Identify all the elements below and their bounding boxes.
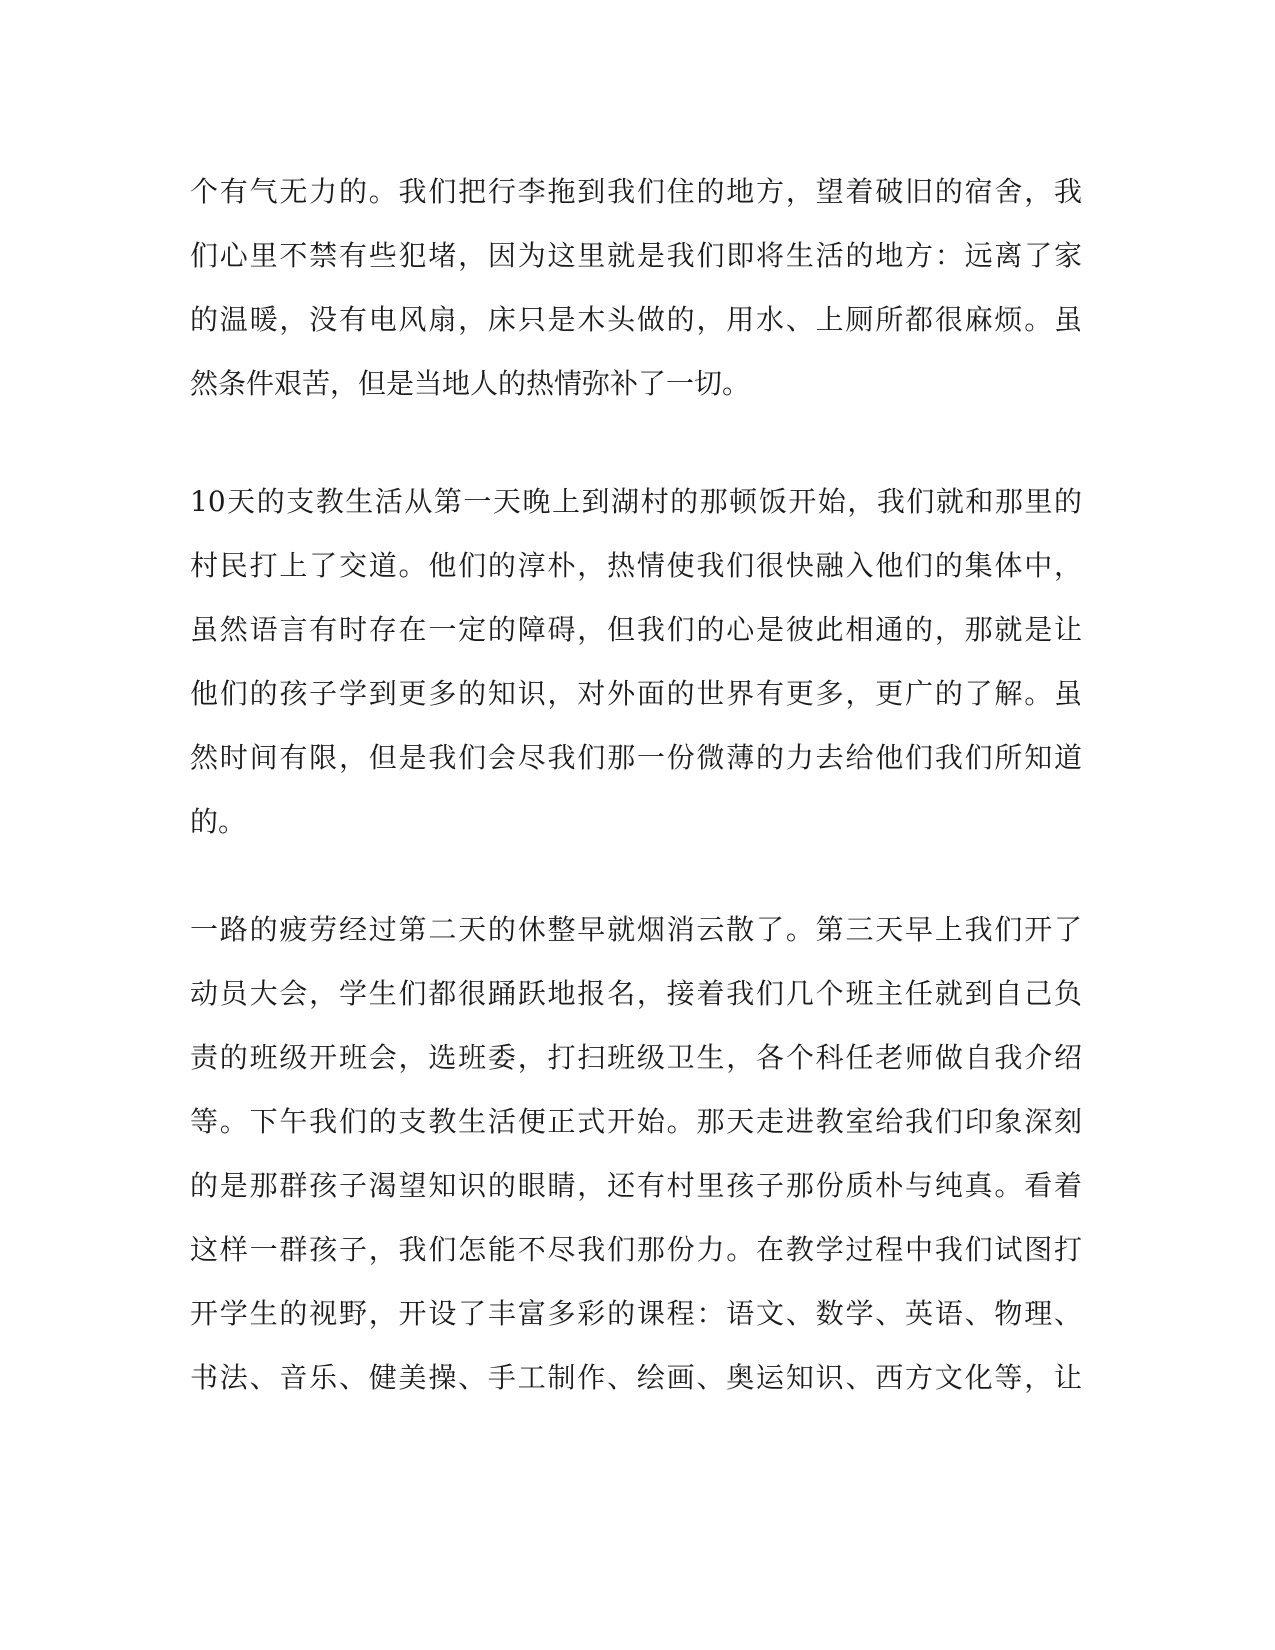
text-line: 责的班级开班会，选班委，打扫班级卫生，各个科任老师做自我介绍 — [190, 1041, 1082, 1074]
text-line: 们心里不禁有些犯堵，因为这里就是我们即将生活的地方：远离了家 — [190, 239, 1082, 272]
text-line: 的是那群孩子渴望知识的眼睛，还有村里孩子那份质朴与纯真。看着 — [190, 1169, 1082, 1202]
text-line: 的。 — [190, 805, 247, 838]
paragraph-1 — [190, 160, 1082, 416]
text-line: 他们的孩子学到更多的知识，对外面的世界有更多，更广的了解。虽 — [190, 677, 1082, 710]
text-line: 开学生的视野，开设了丰富多彩的课程：语文、数学、英语、物理、 — [190, 1297, 1082, 1330]
text-line: 书法、音乐、健美操、手工制作、绘画、奥运知识、西方文化等，让 — [190, 1361, 1082, 1394]
text-line: 然条件艰苦，但是当地人的热情弥补了一切。 — [190, 367, 751, 400]
text-line: 等。下午我们的支教生活便正式开始。那天走进教室给我们印象深刻 — [190, 1105, 1082, 1138]
paragraph-3 — [190, 898, 1082, 1410]
text-line: 一路的疲劳经过第二天的休整早就烟消云散了。第三天早上我们开了 — [190, 913, 1082, 946]
paragraph-2 — [190, 470, 1082, 854]
text-line: 动员大会，学生们都很踊跃地报名，接着我们几个班主任就到自己负 — [190, 977, 1082, 1010]
text-line: 这样一群孩子，我们怎能不尽我们那份力。在教学过程中我们试图打 — [190, 1233, 1082, 1266]
text-line: 村民打上了交道。他们的淳朴，热情使我们很快融入他们的集体中， — [190, 549, 1082, 582]
text-line: 10天的支教生活从第一天晚上到湖村的那顿饭开始，我们就和那里的 — [190, 485, 1082, 518]
text-line: 个有气无力的。我们把行李拖到我们住的地方，望着破旧的宿舍，我 — [190, 175, 1082, 208]
text-line: 然时间有限，但是我们会尽我们那一份微薄的力去给他们我们所知道 — [190, 741, 1082, 774]
text-line: 虽然语言有时存在一定的障碍，但我们的心是彼此相通的，那就是让 — [190, 613, 1082, 646]
text-line: 的温暖，没有电风扇，床只是木头做的，用水、上厕所都很麻烦。虽 — [190, 303, 1082, 336]
